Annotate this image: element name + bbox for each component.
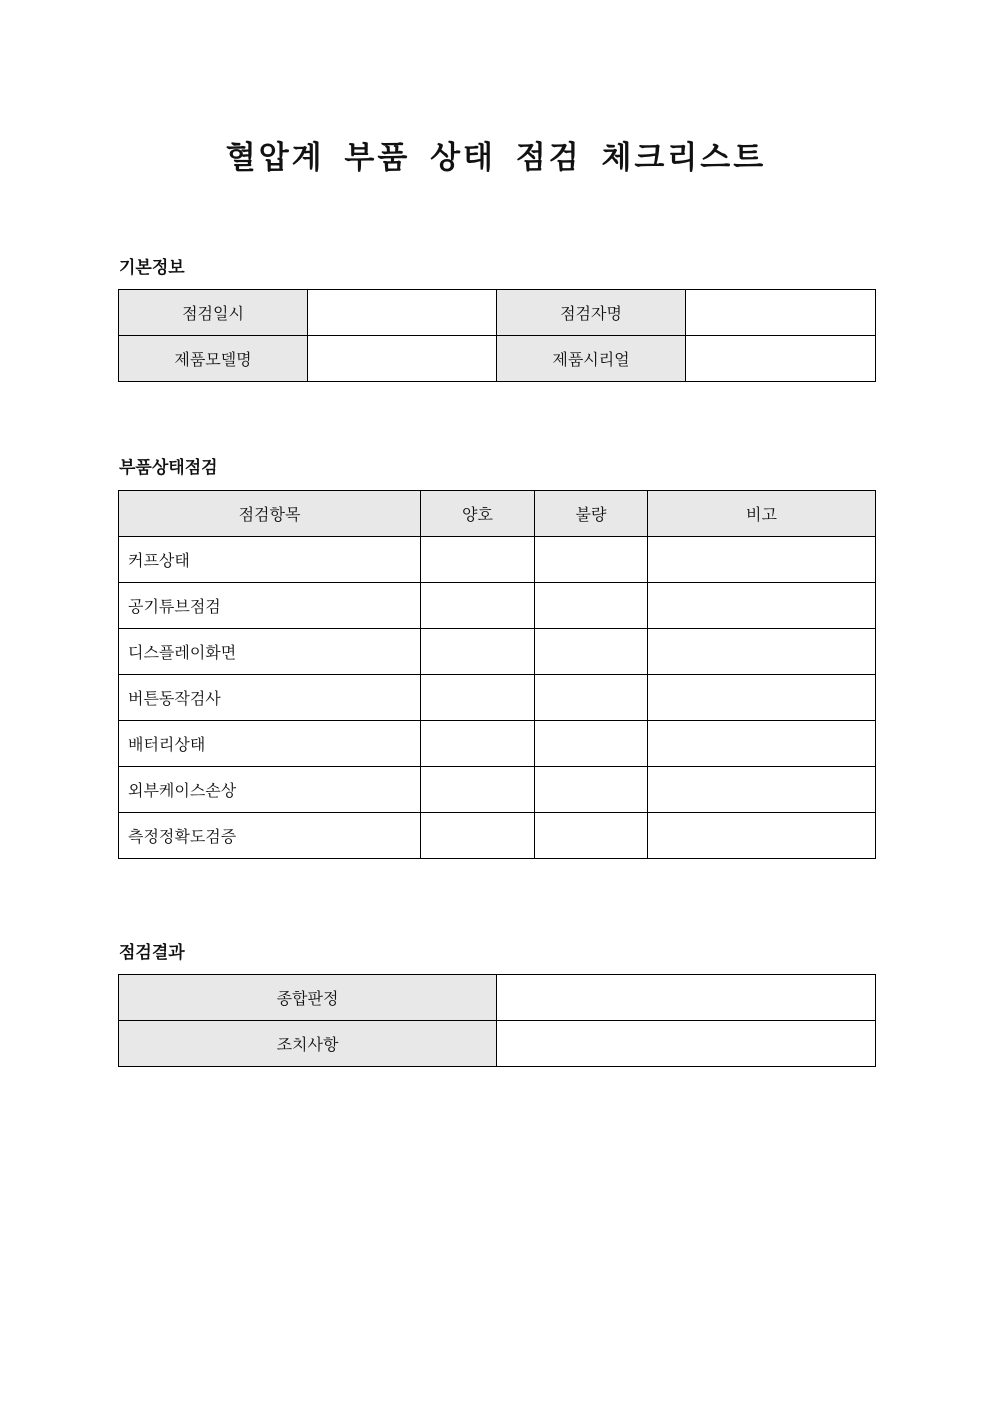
bad-cell[interactable] (535, 813, 648, 859)
good-cell[interactable] (421, 813, 535, 859)
table-row (119, 290, 876, 336)
document-title: 혈압계 부품 상태 점검 체크리스트 (225, 140, 767, 176)
action-items-label: 조치사항 (119, 1021, 497, 1067)
bad-cell[interactable] (535, 537, 648, 583)
table-header-row (119, 491, 876, 537)
inspector-name-field[interactable] (686, 290, 876, 336)
result-table (118, 974, 876, 1067)
note-cell[interactable] (648, 583, 876, 629)
good-cell[interactable] (421, 537, 535, 583)
inspection-date-label: 점검일시 (119, 290, 308, 336)
note-cell[interactable] (648, 629, 876, 675)
item-name: 디스플레이화면 (119, 629, 421, 675)
column-header-note: 비고 (648, 491, 876, 537)
item-name: 외부케이스손상 (119, 767, 421, 813)
item-name: 커프상태 (119, 537, 421, 583)
bad-cell[interactable] (535, 721, 648, 767)
table-row (119, 629, 876, 675)
column-header-item: 점검항목 (119, 491, 421, 537)
note-cell[interactable] (648, 767, 876, 813)
item-name: 버튼동작검사 (119, 675, 421, 721)
inspection-date-field[interactable] (308, 290, 497, 336)
table-row (119, 767, 876, 813)
product-model-field[interactable] (308, 336, 497, 382)
table-row (119, 537, 876, 583)
bad-cell[interactable] (535, 767, 648, 813)
product-serial-field[interactable] (686, 336, 876, 382)
inspector-name-label: 점검자명 (497, 290, 686, 336)
good-cell[interactable] (421, 767, 535, 813)
product-model-label: 제품모델명 (119, 336, 308, 382)
table-row (119, 675, 876, 721)
good-cell[interactable] (421, 721, 535, 767)
table-row (119, 813, 876, 859)
bad-cell[interactable] (535, 675, 648, 721)
good-cell[interactable] (421, 675, 535, 721)
bad-cell[interactable] (535, 583, 648, 629)
item-name: 측정정확도검증 (119, 813, 421, 859)
column-header-good: 양호 (421, 491, 535, 537)
note-cell[interactable] (648, 675, 876, 721)
note-cell[interactable] (648, 721, 876, 767)
table-row (119, 975, 876, 1021)
overall-judgment-label: 종합판정 (119, 975, 497, 1021)
section-parts-check-heading: 부품상태점검 (119, 458, 218, 478)
product-serial-label: 제품시리얼 (497, 336, 686, 382)
note-cell[interactable] (648, 813, 876, 859)
item-name: 배터리상태 (119, 721, 421, 767)
table-row (119, 1021, 876, 1067)
section-result-heading: 점검결과 (119, 943, 185, 963)
basic-info-table (118, 289, 876, 382)
table-row (119, 336, 876, 382)
column-header-bad: 불량 (535, 491, 648, 537)
overall-judgment-field[interactable] (497, 975, 876, 1021)
item-name: 공기튜브점검 (119, 583, 421, 629)
bad-cell[interactable] (535, 629, 648, 675)
parts-check-table (118, 490, 876, 859)
good-cell[interactable] (421, 629, 535, 675)
note-cell[interactable] (648, 537, 876, 583)
section-basic-info-heading: 기본정보 (119, 258, 185, 278)
table-row (119, 721, 876, 767)
good-cell[interactable] (421, 583, 535, 629)
table-row (119, 583, 876, 629)
action-items-field[interactable] (497, 1021, 876, 1067)
